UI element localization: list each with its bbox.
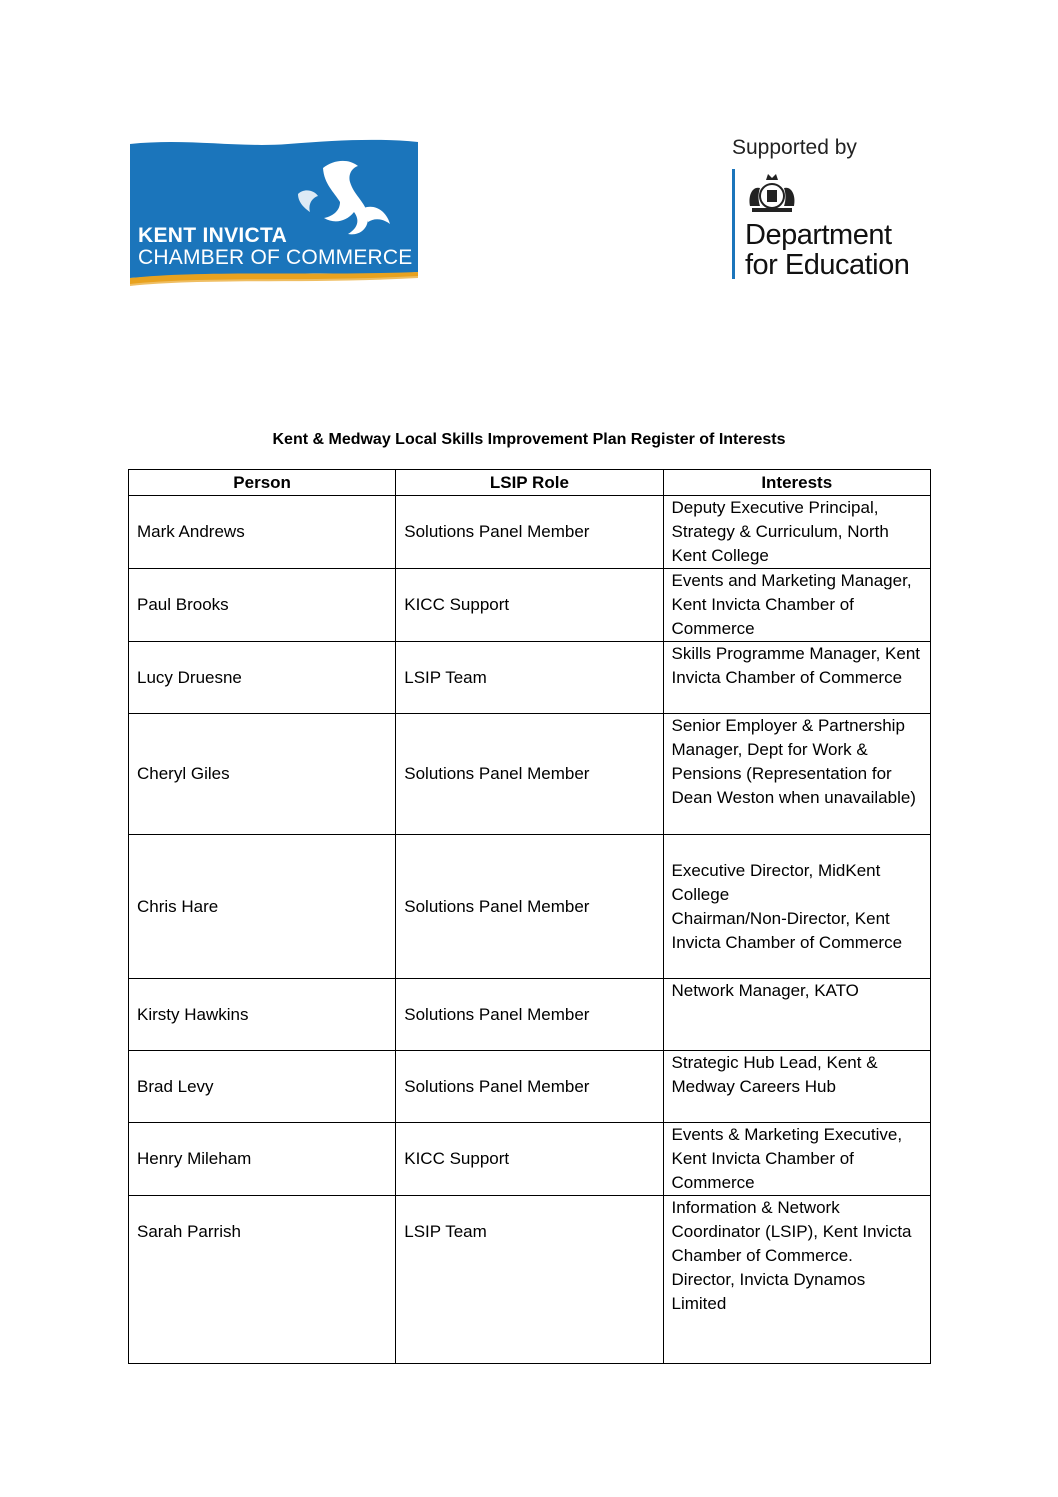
interest-line: Information & Network Coordinator (LSIP), Kent Invicta Chamber of Commerce. <box>671 1198 912 1265</box>
dfe-bar <box>732 169 735 279</box>
dfe-logo <box>730 136 930 286</box>
person-cell: Chris Hare <box>129 835 396 979</box>
supported-by-label: Supported by <box>732 136 857 159</box>
role-cell: Solutions Panel Member <box>396 835 663 979</box>
dfe-name <box>745 220 909 280</box>
interest-line: Deputy Executive Principal, Strategy & Curriculum, North Kent College <box>671 498 889 565</box>
interests-cell <box>663 979 930 1051</box>
table-row <box>129 835 931 979</box>
person-cell: Brad Levy <box>129 1051 396 1123</box>
interest-line: Strategic Hub Lead, Kent & Medway Careers Hub <box>671 1053 878 1096</box>
document-title: Kent & Medway Local Skills Improvement Plan Register of Interests <box>272 431 786 448</box>
interests-cell <box>663 1051 930 1123</box>
role-cell: Solutions Panel Member <box>396 1051 663 1123</box>
header-interests: Interests <box>663 470 930 496</box>
interests-cell <box>663 1196 930 1364</box>
interest-line: Senior Employer & Partnership Manager, Dept for Work & Pensions (Representation for Dean Weston when unavailable) <box>671 716 916 807</box>
person-cell: Kirsty Hawkins <box>129 979 396 1051</box>
interests-cell <box>663 569 930 642</box>
table-row <box>129 569 931 642</box>
interests-cell <box>663 714 930 835</box>
role-cell: KICC Support <box>396 1123 663 1196</box>
interest-line: Skills Programme Manager, Kent Invicta Chamber of Commerce <box>671 644 921 687</box>
dfe-name-line2: for Education <box>745 249 910 281</box>
table-row <box>129 1123 931 1196</box>
interest-line: Director, Invicta Dynamos Limited <box>671 1270 866 1313</box>
interest-line: Events & Marketing Executive, Kent Invicta Chamber of Commerce <box>671 1125 903 1192</box>
role-cell: KICC Support <box>396 569 663 642</box>
interest-line: Network Manager, KATO <box>671 981 859 1000</box>
header-lsip-role: LSIP Role <box>396 470 663 496</box>
person-cell: Paul Brooks <box>129 569 396 642</box>
person-cell: Sarah Parrish <box>129 1196 396 1364</box>
role-cell: Solutions Panel Member <box>396 496 663 569</box>
role-cell: LSIP Team <box>396 642 663 714</box>
interest-line: Chairman/Non-Director, Kent Invicta Chamber of Commerce <box>671 908 903 952</box>
kicc-logo-line2: CHAMBER OF COMMERCE <box>138 246 413 269</box>
role-cell: LSIP Team <box>396 1196 663 1364</box>
table-row <box>129 1196 931 1364</box>
table-row <box>129 642 931 714</box>
header-person: Person <box>129 470 396 496</box>
kicc-logo <box>128 138 420 286</box>
interest-line: Executive Director, MidKent College <box>671 860 881 904</box>
interest-line: Events and Marketing Manager, Kent Invicta Chamber of Commerce <box>671 571 912 638</box>
role-cell: Solutions Panel Member <box>396 979 663 1051</box>
interests-cell <box>663 835 930 979</box>
kicc-logo-line1: KENT INVICTA <box>138 224 288 247</box>
role-cell: Solutions Panel Member <box>396 714 663 835</box>
table-header-row <box>129 470 931 496</box>
table-row <box>129 1051 931 1123</box>
royal-crest-icon <box>744 170 800 216</box>
person-cell: Henry Mileham <box>129 1123 396 1196</box>
person-cell: Mark Andrews <box>129 496 396 569</box>
dfe-name-line1: Department <box>745 219 892 251</box>
interests-cell <box>663 496 930 569</box>
table-row <box>129 714 931 835</box>
person-cell: Cheryl Giles <box>129 714 396 835</box>
table-row <box>129 496 931 569</box>
person-cell: Lucy Druesne <box>129 642 396 714</box>
register-table <box>128 469 931 1364</box>
interests-cell <box>663 642 930 714</box>
table-row <box>129 979 931 1051</box>
interests-cell <box>663 1123 930 1196</box>
